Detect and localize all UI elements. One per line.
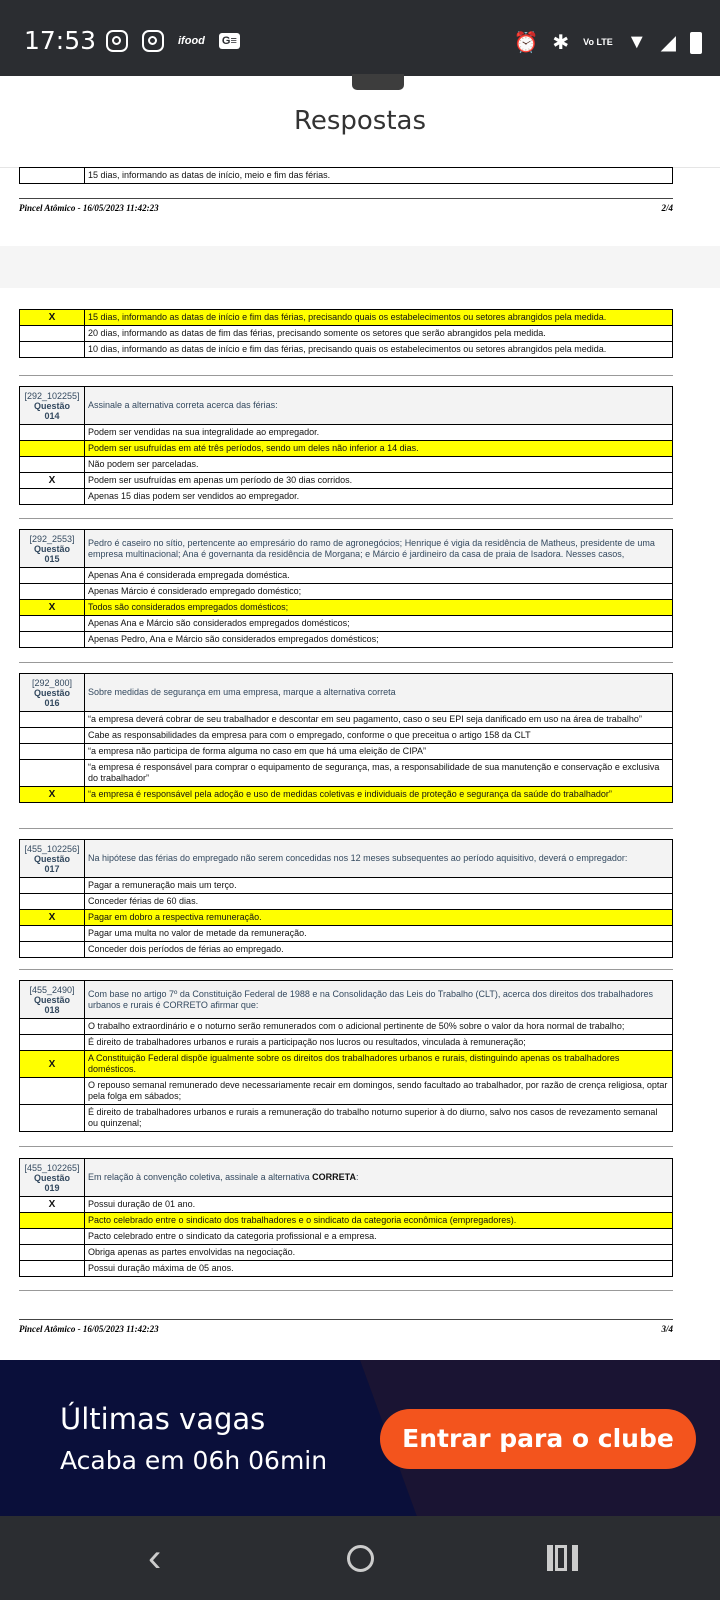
answer-row: [20, 942, 673, 958]
answer-row: [20, 1245, 673, 1261]
question-id: [455_102265] Questão 019: [20, 1159, 85, 1197]
question-table: [19, 980, 673, 1132]
footer-timestamp: Pincel Atômico - 16/05/2023 11:42:23: [19, 1324, 159, 1334]
answer-mark: [20, 894, 85, 910]
answer-mark: [20, 1019, 85, 1035]
answer-text: Podem ser vendidas na sua integralidade ao empregador.: [85, 425, 673, 441]
answer-row: [20, 894, 673, 910]
answer-text: Conceder férias de 60 dias.: [85, 894, 673, 910]
answer-text: É direito de trabalhadores urbanos e rurais a participação nos lucros ou resultados, vinculada à remuneração;: [85, 1035, 673, 1051]
answer-row: [20, 632, 673, 648]
answer-text: Não podem ser parceladas.: [85, 457, 673, 473]
answer-text: Apenas Ana é considerada empregada doméstica.: [85, 568, 673, 584]
question-id: [292_800] Questão 016: [20, 674, 85, 712]
answer-mark: X: [20, 600, 85, 616]
answer-row: [20, 744, 673, 760]
footer-page-number: 3/4: [661, 1324, 673, 1334]
question-table: [19, 529, 673, 648]
answer-row: [20, 425, 673, 441]
answer-text: 20 dias, informando as datas de fim das férias, precisando somente os setores que serão abrangidos pela medida.: [85, 326, 673, 342]
answer-row: [20, 1019, 673, 1035]
question-013-tail: [19, 309, 673, 358]
instagram-icon: [142, 30, 164, 52]
signal-icon: ◢: [660, 32, 676, 54]
answer-mark: [20, 326, 85, 342]
question-header: [20, 674, 673, 712]
answer-text: Pagar uma multa no valor de metade da remuneração.: [85, 926, 673, 942]
answer-row: [20, 1051, 673, 1078]
answer-mark: [20, 760, 85, 787]
answer-text: A Constituição Federal dispõe igualmente sobre os direitos dos trabalhadores urbanos e rurais, distinguindo apenas os trabalhadores domésticos.: [85, 1051, 673, 1078]
question-018: [19, 980, 673, 1132]
question-015: [19, 529, 673, 648]
wifi-icon: ▼: [626, 31, 647, 53]
question-separator: [19, 375, 673, 376]
question-header: [20, 1159, 673, 1197]
answer-row: [20, 1035, 673, 1051]
recent-apps-icon[interactable]: [547, 1545, 575, 1571]
answer-table: [19, 167, 673, 184]
answer-text: É direito de trabalhadores urbanos e rurais a remuneração do trabalho noturno superior à do diurno, salvo nos casos de revezamento semanal ou quinzenal;: [85, 1105, 673, 1132]
answer-mark: [20, 1035, 85, 1051]
answer-text: Cabe as responsabilidades da empresa para com o empregado, conforme o que preceitua o artigo 158 da CLT: [85, 728, 673, 744]
answer-text: “a empresa é responsável pela adoção e uso de medidas coletivas e individuais de proteção e segurança da saúde do trabalhador”: [85, 787, 673, 803]
footer-timestamp: Pincel Atômico - 16/05/2023 11:42:23: [19, 203, 159, 213]
answer-table: [19, 309, 673, 358]
footer-page-number: 2/4: [661, 203, 673, 213]
answer-mark: [20, 1245, 85, 1261]
answer-row: [20, 310, 673, 326]
home-icon[interactable]: [347, 1545, 374, 1572]
question-table: [19, 1158, 673, 1277]
answer-mark: [20, 744, 85, 760]
answer-mark: X: [20, 1051, 85, 1078]
join-club-button[interactable]: Entrar para o clube: [380, 1409, 696, 1469]
answer-row: [20, 878, 673, 894]
answer-text: Pagar em dobro a respectiva remuneração.: [85, 910, 673, 926]
question-prompt: Sobre medidas de segurança em uma empresa, marque a alternativa correta: [85, 674, 673, 712]
answer-row: [20, 1105, 673, 1132]
question-id: [455_2490] Questão 018: [20, 981, 85, 1019]
bluetooth-icon: ✱: [552, 32, 570, 54]
answer-text: O repouso semanal remunerado deve necessariamente recair em domingos, sendo facultado ao trabalhador, por razão de crença religiosa, optar pela folga em sábados;: [85, 1078, 673, 1105]
answer-text: Podem ser usufruídas em até três períodos, sendo um deles não inferior a 14 dias.: [85, 441, 673, 457]
answer-mark: [20, 1078, 85, 1105]
answer-mark: [20, 441, 85, 457]
answer-row: [20, 342, 673, 358]
banner-headline: Últimas vagas: [60, 1402, 266, 1436]
system-nav-bar: [0, 1516, 720, 1600]
question-header: [20, 840, 673, 878]
question-separator: [19, 662, 673, 663]
notification-icons: [106, 30, 240, 52]
answer-text: “a empresa deverá cobrar de seu trabalhador e descontar em seu pagamento, caso o seu EPI seja danificado em uso na área de trabalho”: [85, 712, 673, 728]
banner-countdown: Acaba em 06h 06min: [60, 1446, 328, 1475]
answer-row: [20, 1229, 673, 1245]
answer-text: Pacto celebrado entre o sindicato dos trabalhadores e o sindicato da categoria econômica (empregadores).: [85, 1213, 673, 1229]
answer-mark: [20, 489, 85, 505]
question-prompt: Assinale a alternativa correta acerca das férias:: [85, 387, 673, 425]
answer-mark: [20, 728, 85, 744]
answer-row: [20, 1261, 673, 1277]
system-icons: [513, 30, 702, 55]
answer-mark: [20, 878, 85, 894]
answer-text: 15 dias, informando as datas de início e fim das férias, precisando quais os estabelecimentos ou setores abrangidos pela medida.: [85, 310, 673, 326]
answer-text: O trabalho extraordinário e o noturno serão remunerados com o adicional pertinente de 50% sobre o valor da hora normal de trabalho;: [85, 1019, 673, 1035]
answer-text: Pagar a remuneração mais um terço.: [85, 878, 673, 894]
page-gap: [0, 246, 720, 288]
ge-icon: G≡: [219, 33, 240, 49]
answer-text: Apenas 15 dias podem ser vendidos ao empregador.: [85, 489, 673, 505]
question-prompt: Com base no artigo 7º da Constituição Federal de 1988 e na Consolidação das Leis do Trabalho (CLT), acerca dos direitos dos trabalhadores urbanos e rurais é CORRETO afirmar que:: [85, 981, 673, 1019]
question-separator: [19, 1146, 673, 1147]
answer-row: [20, 1078, 673, 1105]
answer-text: Pacto celebrado entre o sindicato da categoria profissional e a empresa.: [85, 1229, 673, 1245]
page-footer: [19, 198, 673, 213]
app-header: [0, 76, 720, 168]
question-id: [455_102256] Questão 017: [20, 840, 85, 878]
question-separator: [19, 828, 673, 829]
question-014: [19, 386, 673, 505]
answer-mark: [20, 425, 85, 441]
question-header: [20, 387, 673, 425]
answer-text: 10 dias, informando as datas de início e fim das férias, precisando quais os estabelecimentos ou setores abrangidos pela medida.: [85, 342, 673, 358]
answer-row: [20, 910, 673, 926]
answer-mark: [20, 942, 85, 958]
answer-text: 15 dias, informando as datas de início, meio e fim das férias.: [85, 168, 673, 184]
question-prompt: Pedro é caseiro no sítio, pertencente ao empresário do ramo de agronegócios; Henrique é vigia da residência de Matheus, presidente de uma empresa multinacional; Ana é governanta da residência de Morgana; e Márcio é jardineiro da casa de praia de Isadora. Nesses casos,: [85, 530, 673, 568]
answer-row: [20, 926, 673, 942]
answer-text: Conceder dois períodos de férias ao empregado.: [85, 942, 673, 958]
drag-handle[interactable]: [352, 74, 404, 90]
question-017: [19, 839, 673, 958]
question-id: [292_102255] Questão 014: [20, 387, 85, 425]
question-prompt: Na hipótese das férias do empregado não serem concedidas nos 12 meses subsequentes ao período aquisitivo, deverá o empregador:: [85, 840, 673, 878]
answer-mark: X: [20, 787, 85, 803]
answer-mark: [20, 568, 85, 584]
answer-row: [20, 760, 673, 787]
answer-row: [20, 326, 673, 342]
instagram-icon: [106, 30, 128, 52]
answer-text: Apenas Pedro, Ana e Márcio são considerados empregados domésticos;: [85, 632, 673, 648]
question-id: [292_2553] Questão 015: [20, 530, 85, 568]
answer-row: [20, 1213, 673, 1229]
answer-row: [20, 712, 673, 728]
answer-row: [20, 489, 673, 505]
answer-text: “a empresa é responsável para comprar o equipamento de segurança, mas, a responsabilidade de sua manutenção e conservação e exclusiva do trabalhador”: [85, 760, 673, 787]
answer-mark: [20, 342, 85, 358]
question-separator: [19, 1290, 673, 1291]
answer-mark: [20, 457, 85, 473]
answer-row: [20, 728, 673, 744]
answer-row: [20, 616, 673, 632]
answer-text: Apenas Márcio é considerado empregado doméstico;: [85, 584, 673, 600]
question-separator: [19, 969, 673, 970]
answer-mark: [20, 168, 85, 184]
answer-row: [20, 168, 673, 184]
answer-row: [20, 1197, 673, 1213]
question-table: [19, 386, 673, 505]
answer-mark: [20, 616, 85, 632]
promo-banner[interactable]: [0, 1360, 720, 1516]
status-bar: [0, 0, 720, 76]
page-title: Respostas: [293, 106, 427, 136]
question-019: [19, 1158, 673, 1277]
answer-text: Possui duração de 01 ano.: [85, 1197, 673, 1213]
answer-mark: [20, 926, 85, 942]
question-header: [20, 530, 673, 568]
answer-mark: [20, 1261, 85, 1277]
question-prompt: Em relação à convenção coletiva, assinale a alternativa CORRETA:: [85, 1159, 673, 1197]
answer-text: Apenas Ana e Márcio são considerados empregados domésticos;: [85, 616, 673, 632]
status-time: 17:53: [24, 26, 97, 55]
answer-mark: [20, 1213, 85, 1229]
ifood-icon: ifood: [178, 35, 205, 47]
answer-row: [20, 600, 673, 616]
page-footer: [19, 1319, 673, 1334]
question-table: [19, 839, 673, 958]
answer-row: [20, 568, 673, 584]
page2-tail: [19, 167, 673, 184]
answer-row: [20, 441, 673, 457]
answer-mark: [20, 1229, 85, 1245]
answer-mark: X: [20, 910, 85, 926]
answer-mark: X: [20, 473, 85, 489]
answer-mark: [20, 584, 85, 600]
answer-row: [20, 473, 673, 489]
answer-mark: X: [20, 310, 85, 326]
alarm-icon: ⏰: [513, 32, 539, 54]
question-header: [20, 981, 673, 1019]
question-016: [19, 673, 673, 803]
answer-text: Possui duração máxima de 05 anos.: [85, 1261, 673, 1277]
back-icon[interactable]: ‹: [148, 1536, 162, 1580]
answer-mark: [20, 1105, 85, 1132]
answer-row: [20, 457, 673, 473]
battery-icon: [690, 32, 702, 54]
answer-mark: X: [20, 1197, 85, 1213]
answer-text: Todos são considerados empregados domésticos;: [85, 600, 673, 616]
answer-text: Podem ser usufruídas em apenas um período de 30 dias corridos.: [85, 473, 673, 489]
answer-mark: [20, 632, 85, 648]
question-table: [19, 673, 673, 803]
answer-text: “a empresa não participa de forma alguma no caso em que há uma eleição de CIPA”: [85, 744, 673, 760]
question-separator: [19, 518, 673, 519]
answer-row: [20, 584, 673, 600]
volte-icon: Vo LTE: [583, 37, 613, 47]
answer-mark: [20, 712, 85, 728]
answer-text: Obriga apenas as partes envolvidas na negociação.: [85, 1245, 673, 1261]
answer-row: [20, 787, 673, 803]
